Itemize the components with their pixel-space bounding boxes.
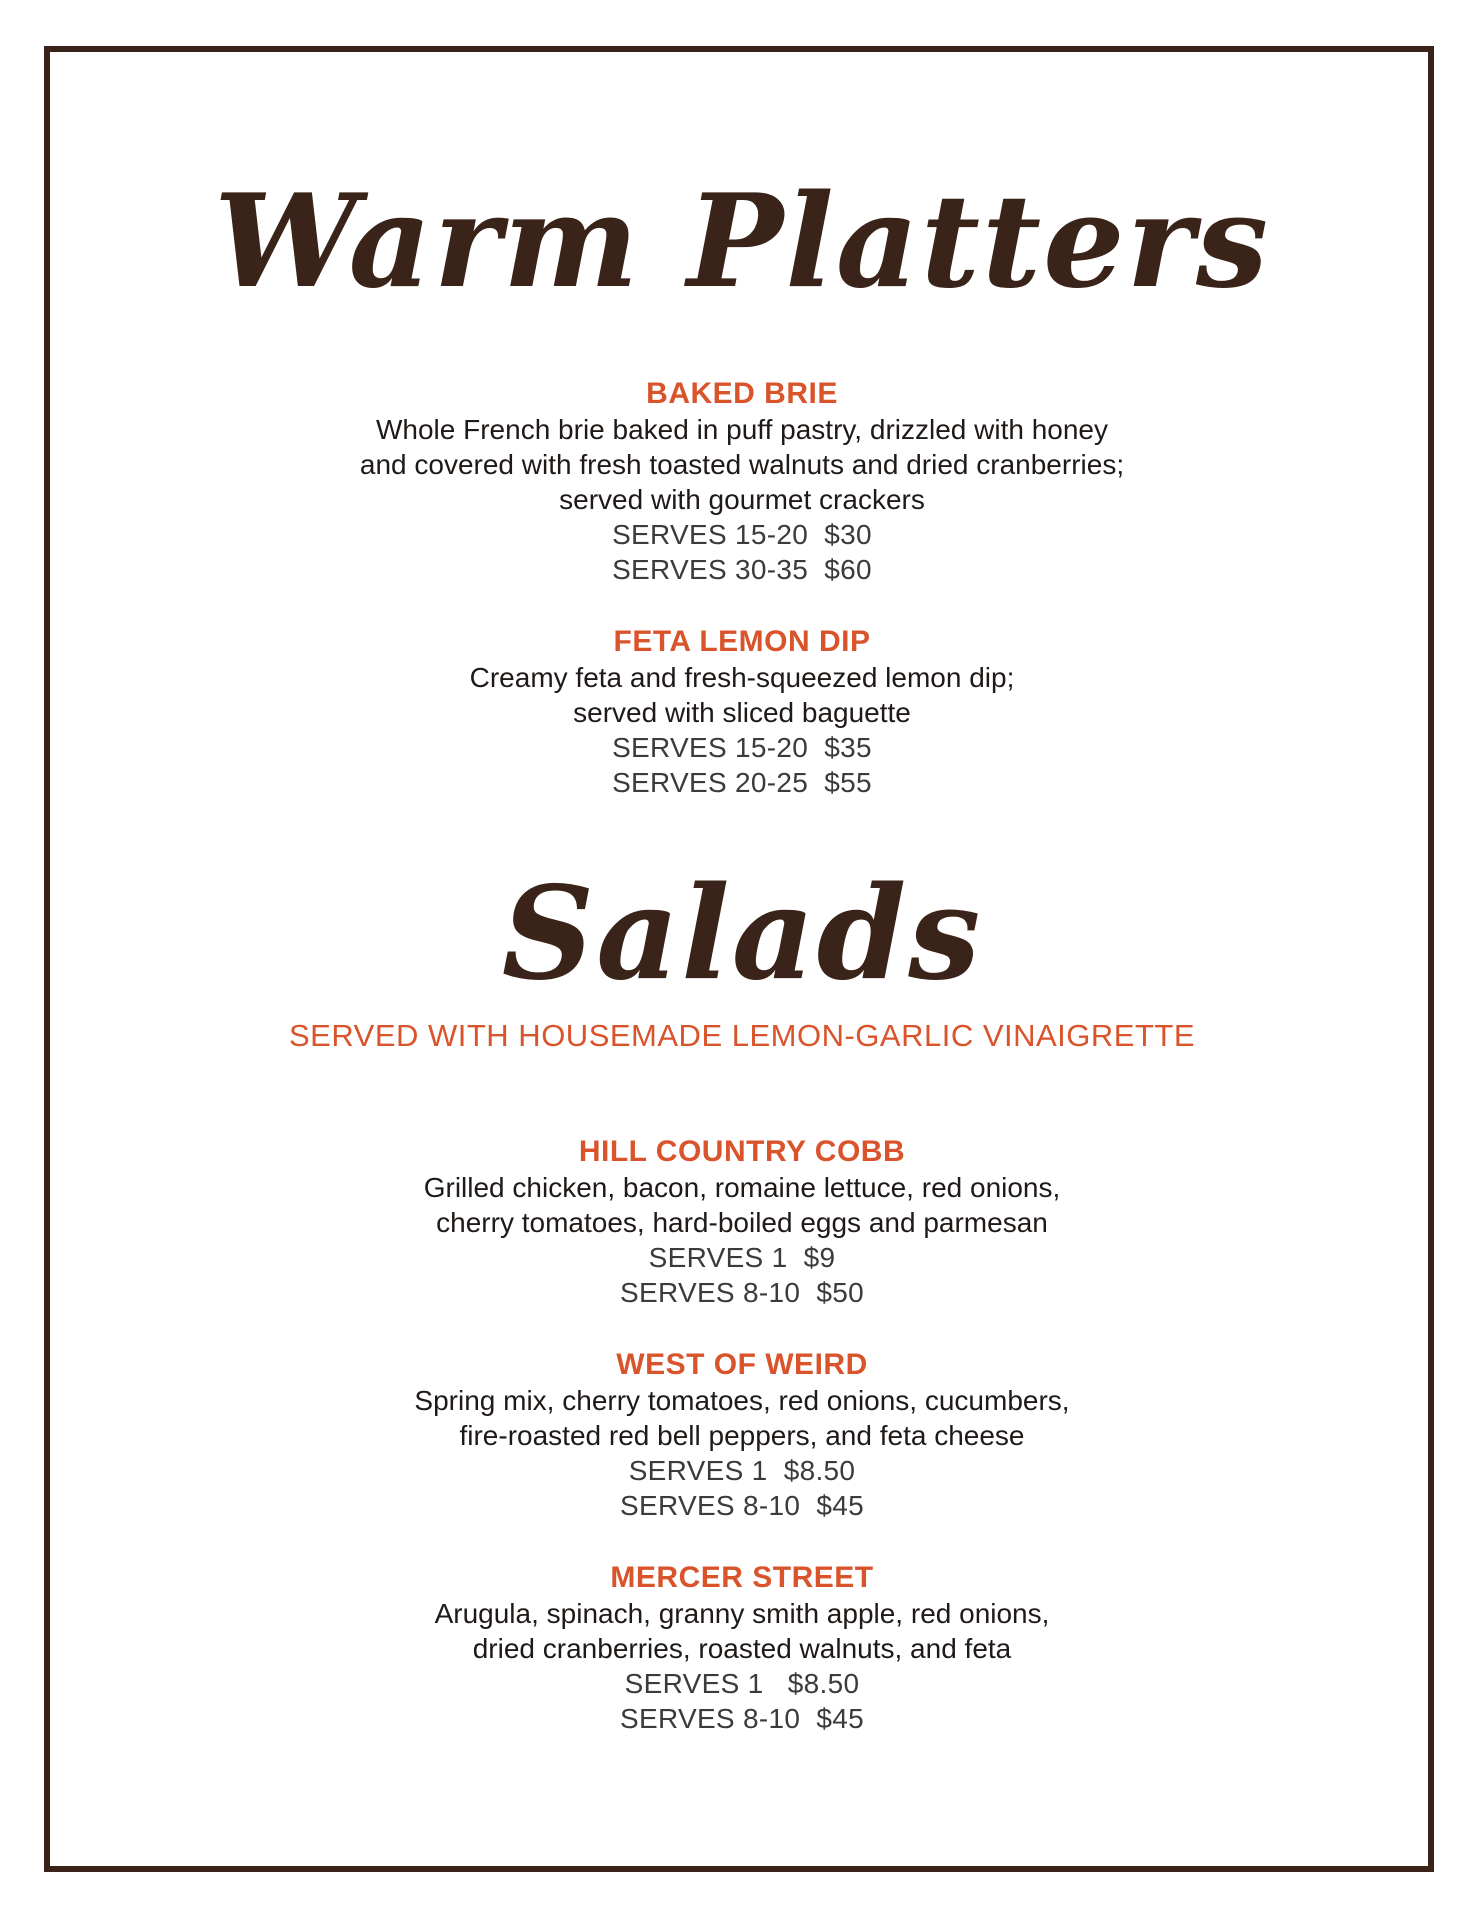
serving-price: SERVES 8-10 $45: [620, 1490, 864, 1521]
item-name: HILL COUNTRY COBB: [578, 1135, 906, 1168]
menu-item-west-of-weird: [0, 1347, 1484, 1523]
description-line: fire-roasted red bell peppers, and feta cheese: [459, 1420, 1025, 1451]
description-line: cherry tomatoes, hard-boiled eggs and parmesan: [436, 1207, 1048, 1238]
item-description: [0, 1596, 1484, 1666]
item-name: FETA LEMON DIP: [613, 625, 871, 658]
serving-price: SERVES 1 $8.50: [628, 1455, 856, 1486]
serving-price: SERVES 20-25 $55: [612, 767, 872, 798]
item-description: [0, 660, 1484, 730]
description-line: Whole French brie baked in puff pastry, drizzled with honey: [375, 414, 1108, 445]
serving-price: SERVES 15-20 $35: [612, 732, 872, 763]
serving-price: SERVES 15-20 $30: [612, 519, 872, 550]
description-line: Grilled chicken, bacon, romaine lettuce, red onions,: [423, 1172, 1061, 1203]
description-line: and covered with fresh toasted walnuts and dried cranberries;: [359, 449, 1125, 480]
description-line: Arugula, spinach, granny smith apple, red onions,: [434, 1598, 1050, 1629]
item-description: [0, 1170, 1484, 1240]
salads-subtitle: SERVED WITH HOUSEMADE LEMON-GARLIC VINAIGRETTE: [288, 1018, 1196, 1053]
item-description: [0, 1383, 1484, 1453]
serving-price: SERVES 30-35 $60: [612, 554, 872, 585]
description-line: dried cranberries, roasted walnuts, and feta: [472, 1633, 1012, 1664]
description-line: served with sliced baguette: [573, 697, 911, 728]
serving-price: SERVES 1 $8.50: [624, 1668, 860, 1699]
menu-item-mercer-street: [0, 1560, 1484, 1736]
description-line: Creamy feta and fresh-squeezed lemon dip;: [469, 662, 1015, 693]
menu-item-baked-brie: [0, 376, 1484, 587]
menu-item-hill-country-cobb: [0, 1134, 1484, 1310]
item-name: MERCER STREET: [610, 1561, 874, 1594]
description-line: Spring mix, cherry tomatoes, red onions, cucumbers,: [414, 1385, 1070, 1416]
item-description: [0, 412, 1484, 517]
serving-price: SERVES 8-10 $45: [620, 1703, 864, 1734]
item-name: WEST OF WEIRD: [616, 1348, 868, 1381]
item-name: BAKED BRIE: [646, 377, 838, 410]
menu-item-feta-lemon-dip: [0, 624, 1484, 800]
warm-platters-title: Warm Platters: [214, 167, 1270, 317]
serving-price: SERVES 8-10 $50: [620, 1277, 864, 1308]
description-line: served with gourmet crackers: [559, 484, 925, 515]
serving-price: SERVES 1 $9: [648, 1242, 836, 1273]
salads-title: Salads: [501, 859, 983, 1009]
